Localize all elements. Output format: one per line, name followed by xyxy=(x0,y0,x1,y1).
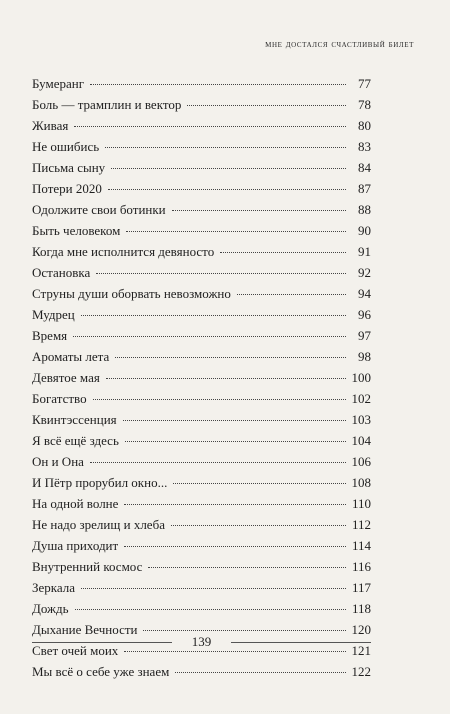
toc-entry-title: Дождь xyxy=(32,601,69,616)
toc-entry xyxy=(32,367,371,388)
toc-entry-page: 98 xyxy=(358,349,371,364)
toc-entry-title: Не надо зрелищ и хлеба xyxy=(32,517,165,532)
toc-leader-dots xyxy=(73,336,346,337)
toc-entry xyxy=(32,94,371,115)
toc-entry-title: Душа приходит xyxy=(32,538,119,553)
toc-entry xyxy=(32,199,371,220)
toc-entry-page: 118 xyxy=(351,601,371,616)
toc-entry-page: 87 xyxy=(358,181,371,196)
toc-entry xyxy=(32,220,371,241)
toc-entry-title: Дыхание Вечности xyxy=(32,622,138,637)
toc-leader-dots xyxy=(172,210,346,211)
toc-leader-dots xyxy=(148,567,346,568)
toc-entry-page: 88 xyxy=(358,202,371,217)
toc-entry xyxy=(32,535,371,556)
toc-leader-dots xyxy=(171,525,346,526)
toc-entry-title: Когда мне исполнится девяносто xyxy=(32,244,215,259)
toc-entry-title: Богатство xyxy=(32,391,87,406)
toc-entry-title: Живая xyxy=(32,118,69,133)
table-of-contents xyxy=(32,73,371,682)
toc-entry-page: 80 xyxy=(358,118,371,133)
toc-entry-title: Он и Она xyxy=(32,454,84,469)
toc-leader-dots xyxy=(81,588,346,589)
toc-entry-title: Бумеранг xyxy=(32,76,85,91)
toc-entry-title: Быть человеком xyxy=(32,223,121,238)
toc-leader-dots xyxy=(74,126,346,127)
toc-entry-page: 114 xyxy=(351,538,371,553)
toc-entry xyxy=(32,178,371,199)
toc-entry xyxy=(32,661,371,682)
toc-leader-dots xyxy=(75,609,346,610)
toc-entry-title: Мудрец xyxy=(32,307,75,322)
toc-entry xyxy=(32,409,371,430)
toc-entry-title: Боль — трамплин и вектор xyxy=(32,97,182,112)
toc-leader-dots xyxy=(105,147,346,148)
toc-entry xyxy=(32,577,371,598)
toc-entry xyxy=(32,346,371,367)
toc-entry-title: Струны души оборвать невозможно xyxy=(32,286,231,301)
toc-leader-dots xyxy=(237,294,346,295)
toc-leader-dots xyxy=(123,420,346,421)
toc-entry-title: Не ошибись xyxy=(32,139,100,154)
toc-leader-dots xyxy=(124,651,346,652)
folio-area xyxy=(32,633,371,651)
toc-entry xyxy=(32,598,371,619)
toc-entry-page: 91 xyxy=(358,244,371,259)
toc-entry-page: 117 xyxy=(351,580,371,595)
toc-entry-title: Письма сыну xyxy=(32,160,106,175)
toc-entry-page: 122 xyxy=(351,664,371,679)
toc-leader-dots xyxy=(124,546,346,547)
toc-entry-title: Ароматы лета xyxy=(32,349,110,364)
toc-entry-page: 108 xyxy=(351,475,371,490)
toc-entry-page: 78 xyxy=(358,97,371,112)
toc-entry xyxy=(32,325,371,346)
page-number: 139 xyxy=(191,634,212,649)
toc-entry-title: Внутренний космос xyxy=(32,559,143,574)
toc-entry xyxy=(32,472,371,493)
toc-leader-dots xyxy=(115,357,346,358)
toc-entry xyxy=(32,451,371,472)
toc-entry-title: На одной волне xyxy=(32,496,119,511)
toc-entry-page: 96 xyxy=(358,307,371,322)
toc-entry-page: 103 xyxy=(351,412,371,427)
toc-entry-page: 92 xyxy=(358,265,371,280)
toc-entry xyxy=(32,493,371,514)
toc-leader-dots xyxy=(108,189,346,190)
toc-leader-dots xyxy=(143,630,346,631)
toc-leader-dots xyxy=(220,252,346,253)
toc-entry-page: 83 xyxy=(358,139,371,154)
toc-entry xyxy=(32,514,371,535)
toc-entry-title: Мы всё о себе уже знаем xyxy=(32,664,170,679)
toc-leader-dots xyxy=(126,231,346,232)
toc-entry-page: 121 xyxy=(351,643,371,658)
toc-entry-title: Зеркала xyxy=(32,580,76,595)
toc-entry-page: 106 xyxy=(351,454,371,469)
toc-entry xyxy=(32,157,371,178)
toc-leader-dots xyxy=(81,315,346,316)
toc-entry-title: Я всё ещё здесь xyxy=(32,433,119,448)
toc-leader-dots xyxy=(106,378,346,379)
toc-leader-dots xyxy=(125,441,346,442)
running-head: мне достался счастливый билет xyxy=(265,39,414,50)
toc-entry xyxy=(32,556,371,577)
toc-leader-dots xyxy=(96,273,346,274)
toc-entry xyxy=(32,73,371,94)
toc-entry-page: 112 xyxy=(351,517,371,532)
toc-entry xyxy=(32,262,371,283)
toc-entry-page: 102 xyxy=(351,391,371,406)
toc-entry xyxy=(32,283,371,304)
toc-leader-dots xyxy=(124,504,346,505)
toc-entry-title: Потери 2020 xyxy=(32,181,102,196)
toc-entry-page: 97 xyxy=(358,328,371,343)
toc-leader-dots xyxy=(93,399,346,400)
toc-leader-dots xyxy=(173,483,346,484)
toc-entry-title: Одолжите свои ботинки xyxy=(32,202,166,217)
toc-leader-dots xyxy=(90,462,346,463)
folio-rule-right xyxy=(231,642,371,643)
toc-leader-dots xyxy=(187,105,346,106)
toc-entry-title: Остановка xyxy=(32,265,91,280)
toc-entry-page: 104 xyxy=(351,433,371,448)
toc-entry-title: Время xyxy=(32,328,68,343)
toc-entry-page: 116 xyxy=(351,559,371,574)
toc-leader-dots xyxy=(175,672,346,673)
toc-leader-dots xyxy=(111,168,346,169)
toc-entry-page: 84 xyxy=(358,160,371,175)
toc-entry-page: 94 xyxy=(358,286,371,301)
toc-entry xyxy=(32,115,371,136)
toc-leader-dots xyxy=(90,84,346,85)
toc-entry xyxy=(32,136,371,157)
toc-entry-page: 110 xyxy=(351,496,371,511)
toc-entry-title: Девятое мая xyxy=(32,370,100,385)
toc-entry xyxy=(32,388,371,409)
toc-entry-page: 100 xyxy=(351,370,371,385)
toc-entry-page: 77 xyxy=(358,76,371,91)
toc-entry-page: 90 xyxy=(358,223,371,238)
toc-entry xyxy=(32,241,371,262)
toc-entry-title: И Пётр прорубил окно... xyxy=(32,475,168,490)
toc-entry xyxy=(32,430,371,451)
toc-entry-title: Квинтэссенция xyxy=(32,412,117,427)
toc-entry-page: 120 xyxy=(351,622,371,637)
toc-entry-title: Свет очей моих xyxy=(32,643,119,658)
toc-entry xyxy=(32,304,371,325)
